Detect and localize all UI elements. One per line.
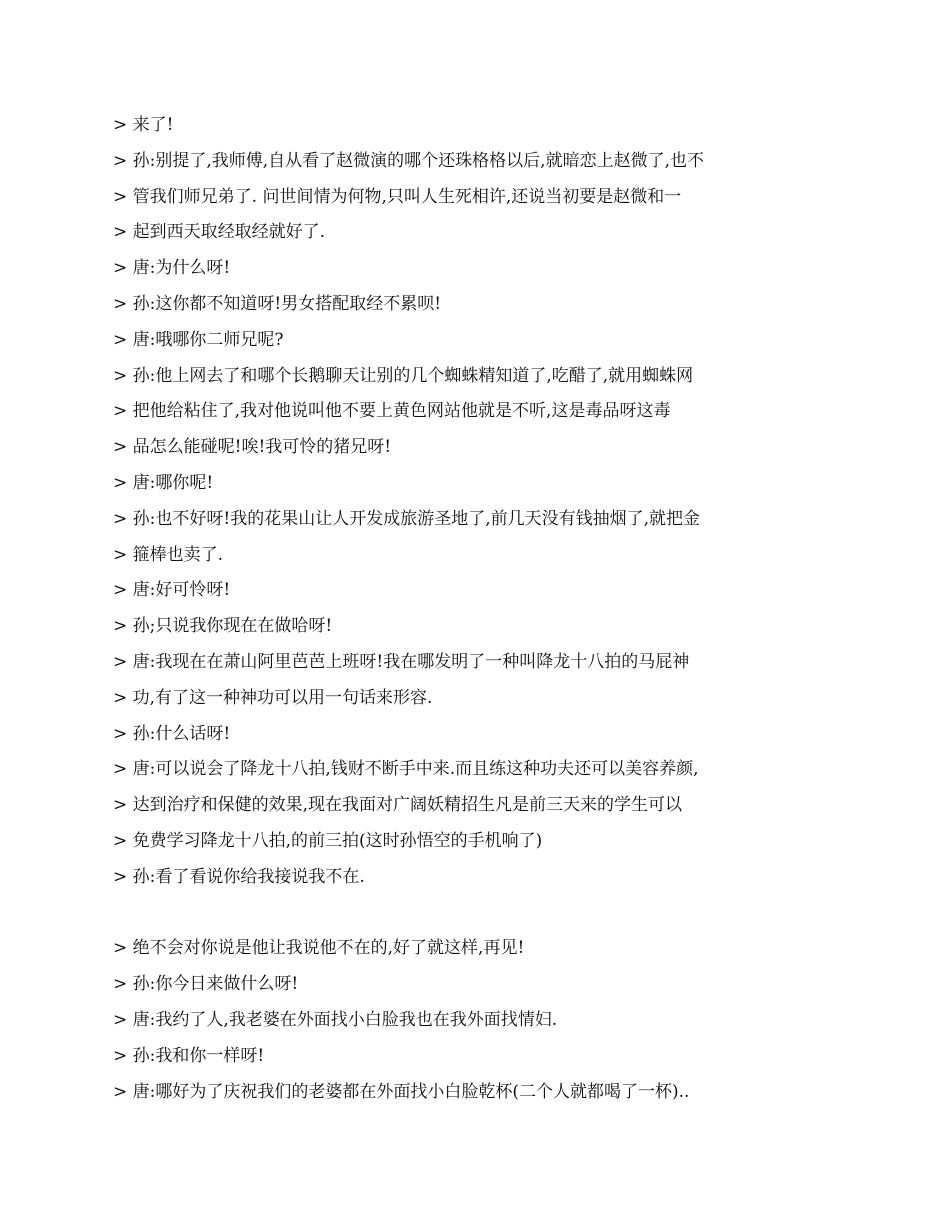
text-line: > 达到治疗和保健的效果,现在我面对广阔妖精招生凡是前三天来的学生可以 — [113, 795, 683, 816]
text-line: > 免费学习降龙十八拍,的前三拍(这时孙悟空的手机响了) — [113, 830, 543, 851]
text-line: > 唐:可以说会了降龙十八拍,钱财不断手中来.而且练这种功夫还可以美容养颜, — [113, 759, 699, 780]
text-line: > 管我们师兄弟了. 问世间情为何物,只叫人生死相许,还说当初要是赵微和一 — [113, 186, 682, 207]
text-line: > 唐:哪好为了庆祝我们的老婆都在外面找小白脸乾杯(二个人就都喝了一杯).. — [113, 1081, 690, 1102]
text-line: > 起到西天取经取经就好了. — [113, 222, 326, 243]
text-line: > 品怎么能碰呢!唉!我可怜的猪兄呀! — [113, 437, 392, 458]
text-line: > 孙:什么话呀! — [113, 723, 231, 744]
text-line: > 箍棒也卖了. — [113, 544, 224, 565]
text-line: > 孙:别提了,我师傅,自从看了赵微演的哪个还珠格格以后,就暗恋上赵微了,也不 — [113, 150, 704, 171]
text-line: > 孙;只说我你现在在做哈呀! — [113, 616, 333, 637]
text-line: > 孙:你今日来做什么呀! — [113, 974, 299, 995]
text-line: > 功,有了这一种神功可以用一句话来形容. — [113, 687, 433, 708]
text-line: > 孙:我和你一样呀! — [113, 1045, 265, 1066]
text-line: > 孙:这你都不知道呀!男女搭配取经不累呗! — [113, 293, 442, 314]
text-line: > 唐:哪你呢! — [113, 472, 214, 493]
document-page — [113, 108, 813, 1110]
text-line: > 唐:哦哪你二师兄呢? — [113, 329, 284, 350]
text-line: > 把他给粘住了,我对他说叫他不要上黄色网站他就是不听,这是毒品呀这毒 — [113, 401, 671, 422]
text-line: > 唐:我现在在萧山阿里芭芭上班呀!我在哪发明了一种叫降龙十八拍的马屁神 — [113, 651, 690, 672]
blank-line — [113, 896, 813, 932]
text-line: > 绝不会对你说是他让我说他不在的,好了就这样,再见! — [113, 938, 525, 959]
text-line: > 唐:我约了人,我老婆在外面找小白脸我也在我外面找情妇. — [113, 1009, 558, 1030]
text-line: > 唐:好可怜呀! — [113, 580, 231, 601]
text-line: > 孙:也不好呀!我的花果山让人开发成旅游圣地了,前几天没有钱抽烟了,就把金 — [113, 508, 701, 529]
text-line: > 孙:看了看说你给我接说我不在. — [113, 866, 365, 887]
text-line: > 孙:他上网去了和哪个长鹅聊天让别的几个蜘蛛精知道了,吃醋了,就用蜘蛛网 — [113, 365, 694, 386]
text-line: > 唐:为什么呀! — [113, 258, 231, 279]
text-line: > 来了! — [113, 115, 174, 135]
